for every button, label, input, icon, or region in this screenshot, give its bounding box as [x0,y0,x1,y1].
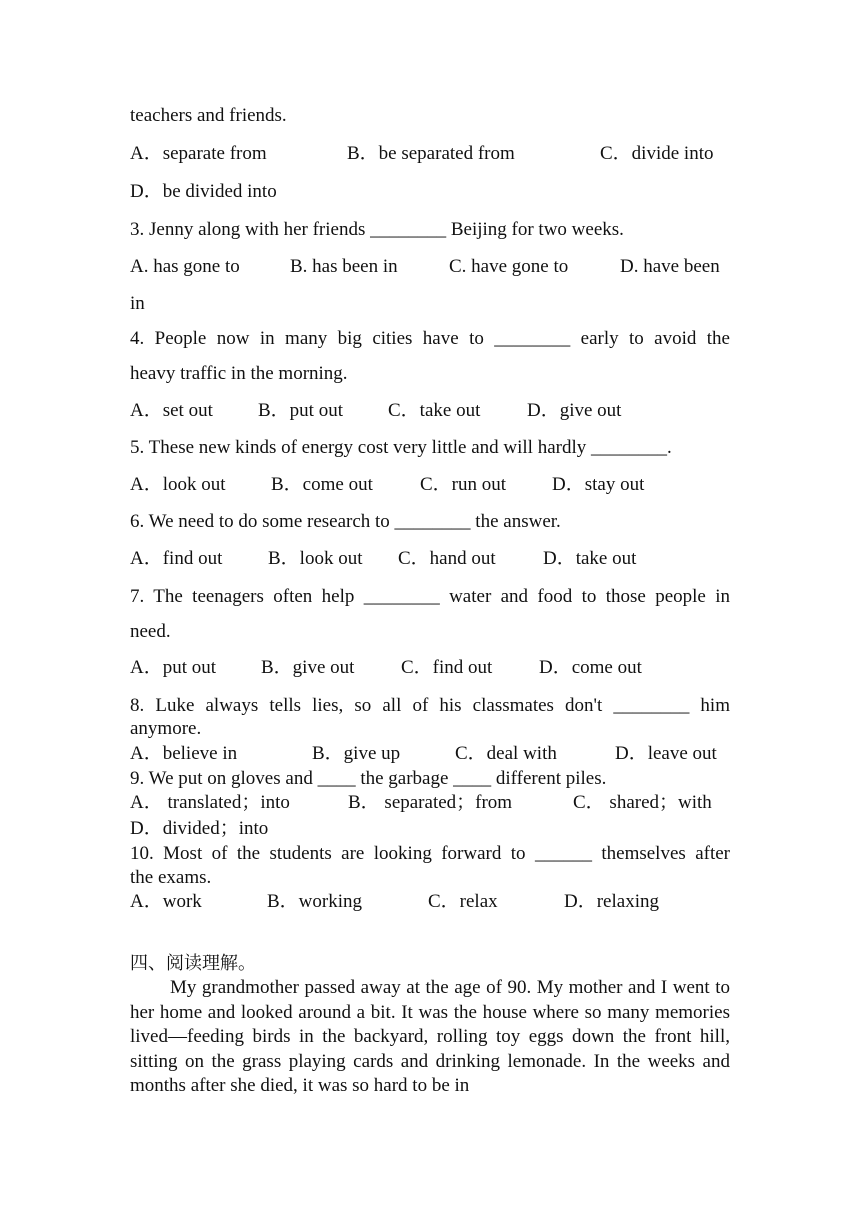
q10-stem: 10. Most of the students are looking forward to ______ themselves after [130,843,730,864]
q3-stem: 3. Jenny along with her friends ________ Beijing for two weeks. [130,219,624,240]
q4-option-b: B．put out [258,400,343,421]
q2-option-c: C．divide into [600,143,714,164]
reading-passage: My grandmother passed away at the age of 90. My mother and I went to her home and looked around a bit. It was the house where so many memories lived—feeding birds in the backyard, rolling toy eggs down the front hill, sitting on the grass playing cards and drinking lemonade. In the weeks and months after she died, it was so hard to be in [130,977,730,1097]
q3-option-d: D. have been [620,256,720,277]
q9-option-d: D．divided；into [130,818,269,839]
q5-option-a: A．look out [130,474,226,495]
q6-option-a: A．find out [130,548,223,569]
q5-option-b: B．come out [271,474,373,495]
q3-option-d-cont: in [130,293,145,314]
q9-option-a: A． translated；into [130,792,290,813]
q10-option-a: A．work [130,891,202,912]
q6-option-c: C．hand out [398,548,496,569]
q9-option-b: B． separated；from [348,792,513,813]
q6-option-b: B．look out [268,548,363,569]
q7-option-c: C．find out [401,657,493,678]
q2-option-d: D．be divided into [130,181,277,202]
q4-option-d: D．give out [527,400,622,421]
q8-option-c: C．deal with [455,743,557,764]
q6-option-d: D．take out [543,548,637,569]
q7-stem: 7. The teenagers often help ________ water and food to those people in [130,586,730,607]
q10-option-d: D．relaxing [564,891,659,912]
section-heading: 四、阅读理解。 [130,953,256,974]
q2-option-a: A．separate from [130,143,267,164]
q10-option-b: B．working [267,891,363,912]
q3-option-c: C. have gone to [449,256,569,277]
q7-option-d: D．come out [539,657,642,678]
q9-option-c: C． shared；with [573,792,712,813]
q9-stem: 9. We put on gloves and ____ the garbage ____ different piles. [130,768,607,789]
q5-option-d: D．stay out [552,474,645,495]
q4-stem-cont: heavy traffic in the morning. [130,363,348,384]
q8-option-b: B．give up [312,743,401,764]
q7-stem-cont: need. [130,621,171,642]
q5-option-c: C．run out [420,474,507,495]
q8-option-d: D．leave out [615,743,717,764]
q4-option-c: C．take out [388,400,481,421]
q10-stem-cont: the exams. [130,867,212,888]
q6-stem: 6. We need to do some research to ________ the answer. [130,511,561,532]
q3-option-b: B. has been in [290,256,398,277]
q8-option-a: A．believe in [130,743,238,764]
q2-option-b: B．be separated from [347,143,515,164]
q8-stem-cont: anymore. [130,718,202,739]
q4-option-a: A．set out [130,400,213,421]
q4-stem: 4. People now in many big cities have to ________ early to avoid the [130,328,730,349]
q10-option-c: C．relax [428,891,498,912]
q3-option-a: A. has gone to [130,256,240,277]
q8-stem: 8. Luke always tells lies, so all of his classmates don't ________ him [130,695,730,716]
q5-stem: 5. These new kinds of energy cost very little and will hardly ________. [130,437,672,458]
q7-option-b: B．give out [261,657,355,678]
q7-option-a: A．put out [130,657,217,678]
q2-stem-end: teachers and friends. [130,105,287,126]
